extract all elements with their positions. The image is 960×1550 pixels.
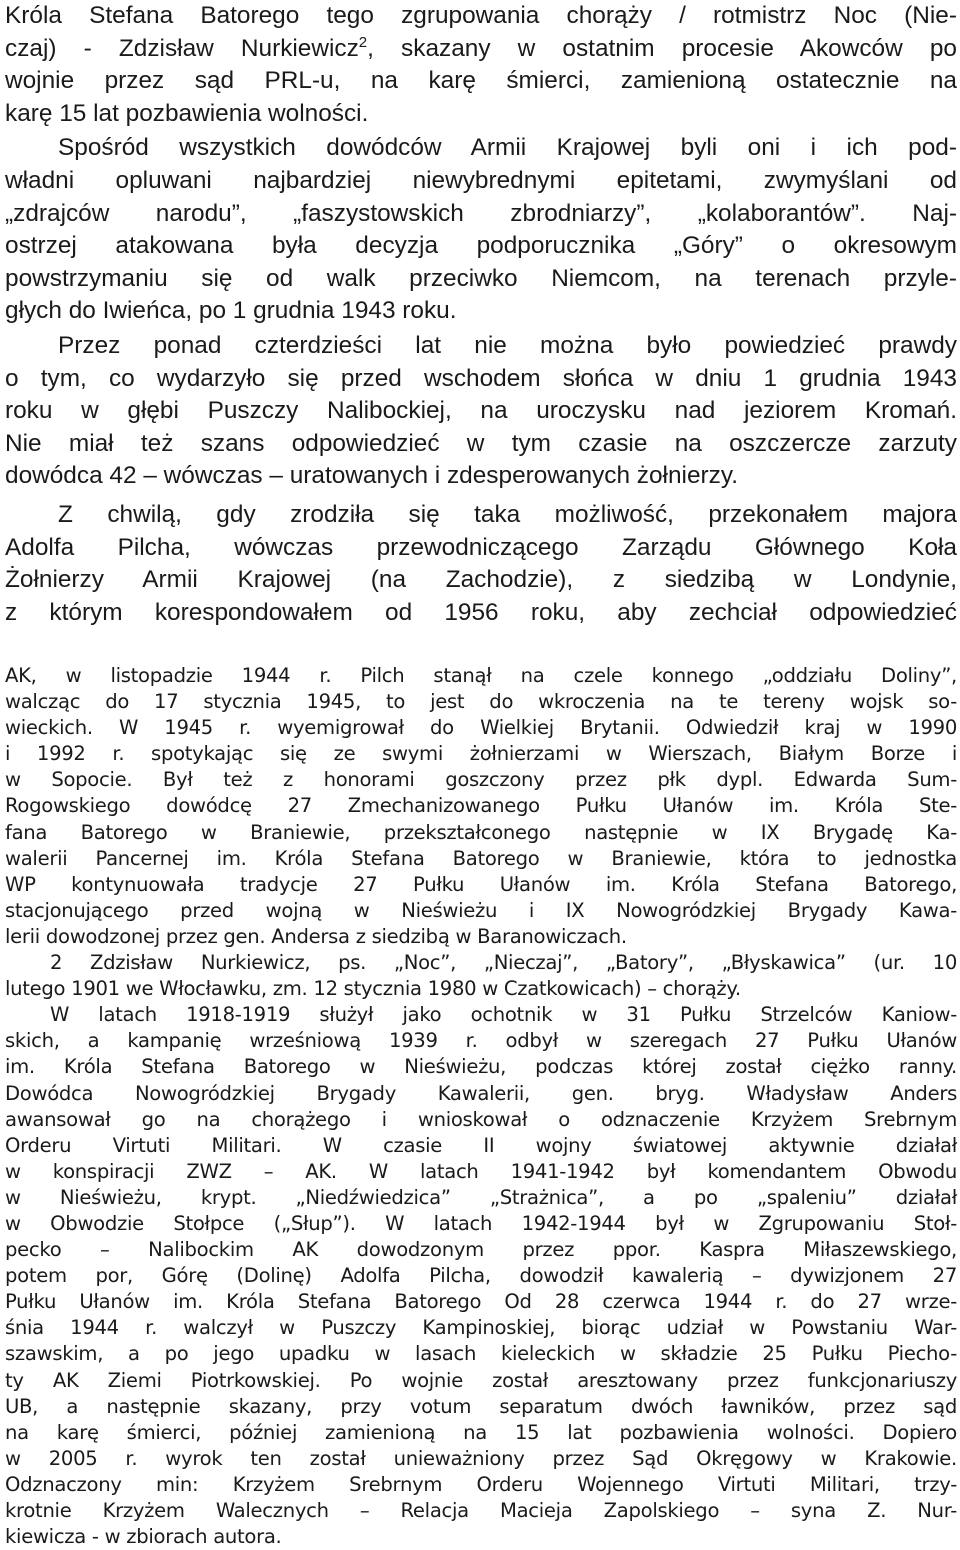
footnote-line: im. Króla Stefana Batorego w Nieświeżu, podczas której został ciężko ranny. <box>5 1055 957 1079</box>
footnote-line: Orderu Virtuti Militari. W czasie II wojny światowej aktywnie działał <box>5 1133 957 1157</box>
text-line: ostrzej atakowana była decyzja podporucznika „Góry” o okresowym <box>5 232 957 260</box>
footnote-line: 2 Zdzisław Nurkiewicz, ps. „Noc”, „Nieczaj”, „Batory”, „Błyskawica” (ur. 10 <box>50 951 957 975</box>
footnote-line: wieckich. W 1945 r. wyemigrował do Wielkiej Brytanii. Odwiedził kraj w 1990 <box>5 716 957 740</box>
footnote-line: lutego 1901 we Włocławku, zm. 12 stycznia 1980 w Czatkowicach) – chorąży. <box>5 977 741 1001</box>
footnote-line: na karę śmierci, później zamienioną na 15 lat pozbawienia wolności. Dopiero <box>5 1420 957 1444</box>
text-fragment: , skazany w ostatnim procesie Akowców po <box>367 34 957 62</box>
main-text <box>5 0 957 629</box>
footnote-line: szawskim, a po jego upadku w lasach kieleckich w składzie 25 Pułku Piecho- <box>5 1342 957 1366</box>
footnote-line: w Sopocie. Był też z honorami goszczony przez płk dypl. Edwarda Sum- <box>5 768 957 792</box>
text-line: powstrzymaniu się od walk przeciwko Niemcom, na terenach przyle- <box>5 264 957 292</box>
footnotes <box>5 663 957 1550</box>
footnote-line: i 1992 r. spotykając się ze swymi żołnierzami w Wierszach, Białym Borze i <box>5 742 957 766</box>
footnote-line: lerii dowodzonej przez gen. Andersa z siedzibą w Baranowiczach. <box>5 924 627 948</box>
text-line: dowódca 42 – wówczas – uratowanych i zdesperowanych żołnierzy. <box>5 462 739 490</box>
footnote-line: UB, a następnie skazany, przy votum separatum dwóch ławników, przez sąd <box>5 1394 957 1418</box>
text-line: Króla Stefana Batorego tego zgrupowania chorąży / rotmistrz Noc (Nie- <box>5 2 957 29</box>
footnote-line: WP kontynuowała tradycje 27 Pułku Ułanów im. Króla Stefana Batorego, <box>5 872 957 896</box>
text-line: Z chwilą, gdy zrodziła się taka możliwość, przekonałem majora <box>58 500 957 528</box>
text-line: Spośród wszystkich dowódców Armii Krajowej byli oni i ich pod- <box>58 134 957 162</box>
footnote-line: kiewicza - w zbiorach autora. <box>5 1525 282 1549</box>
footnote-line: AK, w listopadzie 1944 r. Pilch stanął na czele konnego „oddziału Doliny”, <box>5 664 957 687</box>
footnote-line: w Obwodzie Stołpce („Słup”). W latach 1942-1944 był w Zgrupowaniu Stoł- <box>5 1211 957 1235</box>
footnote-reference: 2 <box>358 33 368 51</box>
text-line: „zdrajców narodu”, „faszystowskich zbrodniarzy”, „kolaborantów”. Naj- <box>5 199 957 227</box>
text-line: karę 15 lat pozbawienia wolności. <box>5 99 369 127</box>
text-fragment: czaj) - Zdzisław Nurkiewicz <box>5 34 359 62</box>
footnote-line: ty AK Ziemi Piotrkowskiej. Po wojnie został aresztowany przez funkcjonariuszy <box>5 1368 957 1392</box>
footnote-line: skich, a kampanię wrześniową 1939 r. odbył w szeregach 27 Pułku Ułanów <box>5 1029 957 1053</box>
text-line: Nie miał też szans odpowiedzieć w tym czasie na oszczercze zarzuty <box>5 429 957 457</box>
footnote-line: awansował go na chorążego i wnioskował o odznaczenie Krzyżem Srebrnym <box>5 1107 957 1131</box>
footnote-line: Odznaczony min: Krzyżem Srebrnym Orderu Wojennego Virtuti Militari, trzy- <box>5 1472 957 1496</box>
footnote-line: fana Batorego w Braniewie, przekształconego następnie w IX Brygadę Ka- <box>5 820 957 844</box>
footnote-line: śnia 1944 r. walczył w Puszczy Kampinoskiej, biorąc udział w Powstaniu War- <box>5 1316 957 1340</box>
text-line: władni opluwani najbardziej niewybrednymi epitetami, zwymyślani od <box>5 166 957 194</box>
footnote-line: walerii Pancernej im. Króla Stefana Batorego w Braniewie, która to jednostka <box>5 846 957 870</box>
footnote-line: Dowódca Nowogródzkiej Brygady Kawalerii, gen. bryg. Władysław Anders <box>5 1081 957 1105</box>
footnote-line: Pułku Ułanów im. Króla Stefana Batorego Od 28 czerwca 1944 r. do 27 wrze- <box>5 1290 957 1314</box>
footnote-line: w 2005 r. wyrok ten został unieważniony przez Sąd Okręgowy w Krakowie. <box>5 1446 957 1470</box>
footnote-line: stacjonującego przed wojną w Nieświeżu i IX Nowogródzkiej Brygady Kawa- <box>5 898 957 922</box>
footnote-line: w Nieświeżu, krypt. „Niedźwiedzica” „Strażnica”, a po „spaleniu” działał <box>5 1185 957 1209</box>
text-line: roku w głębi Puszczy Nalibockiej, na uroczysku nad jeziorem Kromań. <box>5 397 957 425</box>
footnote-line: potem por, Górę (Dolinę) Adolfa Pilcha, dowodził kawalerią – dywizjonem 27 <box>5 1264 957 1288</box>
footnote-line: walcząc do 17 stycznia 1945, to jest do wkroczenia na te tereny wojsk so- <box>5 690 957 714</box>
footnote-line: W latach 1918-1919 służył jako ochotnik w 31 Pułku Strzelców Kaniow- <box>50 1003 957 1027</box>
text-line: Żołnierzy Armii Krajowej (na Zachodzie), z siedzibą w Londynie, <box>5 566 957 594</box>
text-line <box>5 33 957 66</box>
footnote-line: krotnie Krzyżem Walecznych – Relacja Macieja Zapolskiego – syna Z. Nur- <box>5 1499 957 1522</box>
footnote-line: w konspiracji ZWZ – AK. W latach 1941-1942 był komendantem Obwodu <box>5 1159 957 1183</box>
text-line: wojnie przez sąd PRL-u, na karę śmierci, zamienioną ostatecznie na <box>5 67 957 95</box>
footnote-line: pecko – Nalibockim AK dowodzonym przez ppor. Kaspra Miłaszewskiego, <box>5 1238 957 1262</box>
text-line: Adolfa Pilcha, wówczas przewodniczącego Zarządu Głównego Koła <box>5 533 957 561</box>
text-line: głych do Iwieńca, po 1 grudnia 1943 roku. <box>5 297 457 325</box>
text-line: z którym korespondowałem od 1956 roku, aby zechciał odpowiedzieć <box>5 598 957 626</box>
text-line: Przez ponad czterdzieści lat nie można było powiedzieć prawdy <box>58 331 957 359</box>
footnote-line: Rogowskiego dowódcę 27 Zmechanizowanego Pułku Ułanów im. Króla Ste- <box>5 794 957 818</box>
text-line: o tym, co wydarzyło się przed wschodem słońca w dniu 1 grudnia 1943 <box>5 364 957 392</box>
